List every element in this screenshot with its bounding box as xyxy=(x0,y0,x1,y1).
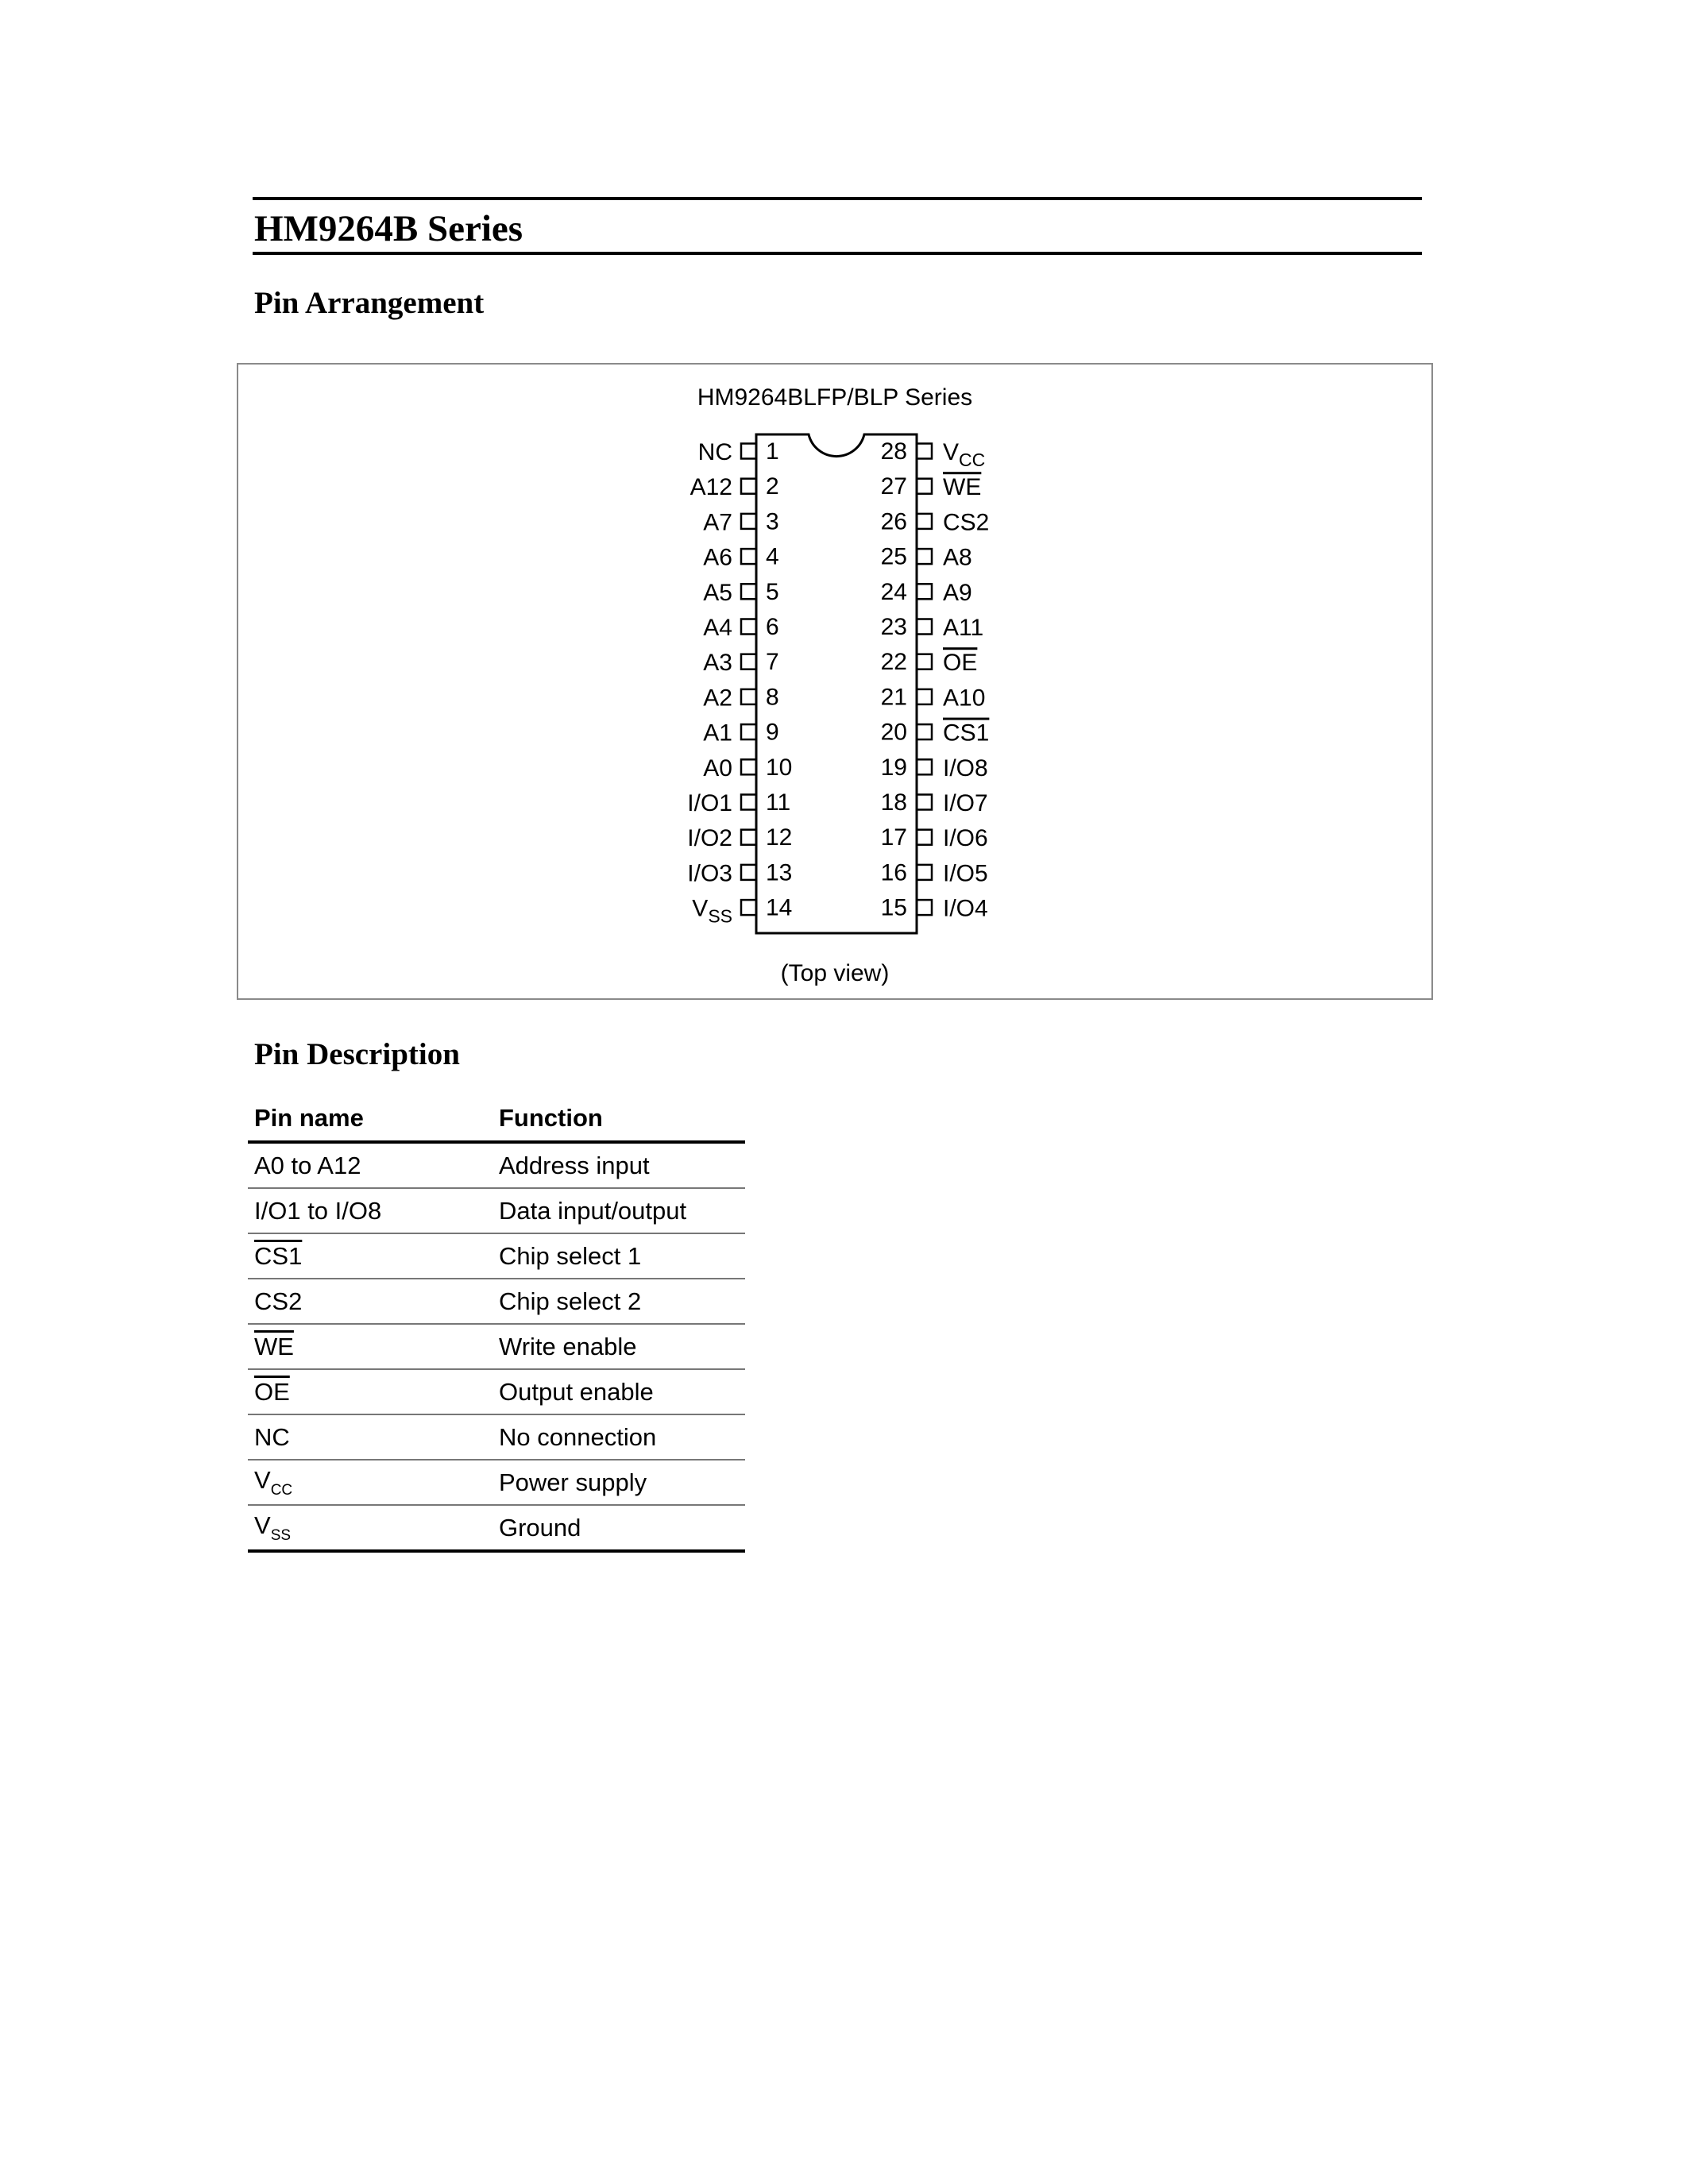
table-row xyxy=(248,1188,745,1233)
pin-28-box xyxy=(917,444,932,459)
pin-13-box xyxy=(741,865,756,880)
top-view-caption: (Top view) xyxy=(780,960,890,986)
pin-name-cell xyxy=(248,1505,492,1551)
pin-name-cell xyxy=(248,1460,492,1505)
pin-name: I/O1 to I/O8 xyxy=(254,1196,382,1225)
right-pin-number: 25 xyxy=(880,543,907,570)
pin-name: V xyxy=(254,1465,271,1494)
pin-2-box xyxy=(741,479,756,494)
right-pin-label: I/O5 xyxy=(943,860,988,887)
left-pin-label: A6 xyxy=(703,544,732,571)
pin-9-box xyxy=(741,724,756,739)
pin-6-box xyxy=(741,619,756,635)
right-pin-15 xyxy=(881,895,988,922)
table-header-row xyxy=(248,1096,745,1142)
right-pin-label: WE xyxy=(943,474,982,501)
left-pin-11 xyxy=(687,789,790,816)
left-pin-10 xyxy=(703,754,792,781)
pin-21-box xyxy=(917,689,932,704)
chip-pinout-figure xyxy=(238,365,1431,998)
pin-14-box xyxy=(741,900,756,915)
pin-name-subscript: SS xyxy=(270,1526,292,1544)
table-row xyxy=(248,1369,745,1414)
column-header-function: Function xyxy=(492,1096,745,1142)
left-pin-number: 13 xyxy=(766,859,793,886)
left-pin-number: 7 xyxy=(766,649,779,676)
pin-name: V xyxy=(254,1511,271,1539)
right-pin-label: CS1 xyxy=(943,720,990,747)
pin-22-box xyxy=(917,654,932,669)
right-pin-16 xyxy=(881,859,988,886)
pin-function: Ground xyxy=(492,1505,745,1551)
pin-function: No connection xyxy=(492,1414,745,1460)
left-pin-label: I/O1 xyxy=(687,790,732,816)
table-row xyxy=(248,1460,745,1505)
table-row xyxy=(248,1233,745,1279)
pin-10-box xyxy=(741,759,756,774)
right-pin-number: 16 xyxy=(880,859,907,886)
left-pin-number: 3 xyxy=(766,508,779,535)
right-pin-25 xyxy=(881,544,972,571)
right-pin-label: A9 xyxy=(943,579,972,606)
right-pin-label: A11 xyxy=(943,615,984,641)
header-rule-top xyxy=(253,197,1422,200)
left-pin-label: A0 xyxy=(703,754,732,781)
table-row xyxy=(248,1324,745,1369)
right-pin-label: I/O8 xyxy=(943,754,988,781)
right-pin-label: I/O4 xyxy=(943,895,988,922)
right-pin-17 xyxy=(881,824,988,851)
pin-20-box xyxy=(917,724,932,739)
column-header-pin-name: Pin name xyxy=(248,1096,492,1142)
left-pin-number: 9 xyxy=(766,719,779,746)
right-pin-number: 24 xyxy=(880,578,907,605)
left-pin-number: 14 xyxy=(766,894,793,921)
pin-arrangement-heading: Pin Arrangement xyxy=(254,286,485,320)
pin-name-subscript: CC xyxy=(270,1481,293,1499)
pin-function: Data input/output xyxy=(492,1188,745,1233)
right-pin-label: I/O6 xyxy=(943,825,988,852)
right-pin-21 xyxy=(881,684,986,711)
right-pin-label: A8 xyxy=(943,544,972,571)
right-pin-20 xyxy=(881,720,990,747)
right-pin-number: 22 xyxy=(880,649,907,676)
series-title: HM9264B Series xyxy=(254,208,523,249)
left-pin-number: 12 xyxy=(766,824,793,851)
left-pin-label: $V_{SS}$ xyxy=(692,895,732,927)
pin-name: CS2 xyxy=(254,1287,303,1315)
pin-8-box xyxy=(741,689,756,704)
left-pin-label: A5 xyxy=(703,579,732,606)
pin-function: Write enable xyxy=(492,1324,745,1369)
pin-name: $\overline{OE}$ xyxy=(254,1377,290,1406)
header-rule-bottom xyxy=(253,252,1422,255)
right-pin-18 xyxy=(881,789,988,816)
pin-27-box xyxy=(917,479,932,494)
right-pin-number: 18 xyxy=(880,789,907,816)
left-pin-label: I/O3 xyxy=(687,860,732,887)
pin-name: NC xyxy=(254,1422,290,1451)
pin-name-cell xyxy=(248,1233,492,1279)
pin-name: A0 to A12 xyxy=(254,1151,361,1179)
left-pin-number: 2 xyxy=(766,473,779,500)
pin-12-box xyxy=(741,830,756,845)
pin-1-box xyxy=(741,444,756,459)
pin-4-box xyxy=(741,549,756,564)
left-pin-12 xyxy=(687,824,792,851)
left-pin-label: A7 xyxy=(703,509,732,536)
pin-5-box xyxy=(741,584,756,599)
right-pin-number: 21 xyxy=(880,684,907,711)
right-pin-label: CS2 xyxy=(943,509,990,536)
right-pin-22 xyxy=(881,649,978,676)
pin-function: Chip select 2 xyxy=(492,1279,745,1324)
left-pin-6 xyxy=(703,614,778,641)
left-pin-3 xyxy=(703,508,778,535)
pin-function: Power supply xyxy=(492,1460,745,1505)
pin-name-cell xyxy=(248,1142,492,1188)
pin-description-table xyxy=(248,1096,745,1553)
right-pin-24 xyxy=(881,579,972,606)
left-pin-label: I/O2 xyxy=(687,825,732,852)
pin-name-cell xyxy=(248,1188,492,1233)
pin-19-box xyxy=(917,759,932,774)
pin-function: Chip select 1 xyxy=(492,1233,745,1279)
pin-name-cell xyxy=(248,1369,492,1414)
left-pin-number: 8 xyxy=(766,684,779,711)
table-row xyxy=(248,1279,745,1324)
left-pin-number: 10 xyxy=(766,754,793,781)
left-pin-number: 4 xyxy=(766,543,779,570)
pin-16-box xyxy=(917,865,932,880)
pin-7-box xyxy=(741,654,756,669)
pin-function: Output enable xyxy=(492,1369,745,1414)
pin-26-box xyxy=(917,514,932,529)
left-pin-number: 6 xyxy=(766,614,779,640)
left-pin-5 xyxy=(703,579,778,606)
pin-table-body xyxy=(248,1142,745,1551)
right-pin-number: 15 xyxy=(880,894,907,921)
left-pin-9 xyxy=(703,720,778,747)
left-pin-label: A1 xyxy=(703,720,732,747)
left-pin-number: 11 xyxy=(766,789,791,816)
right-pin-19 xyxy=(881,754,988,781)
left-pin-7 xyxy=(703,649,778,676)
pin-11-box xyxy=(741,795,756,810)
pin-name-cell xyxy=(248,1414,492,1460)
left-pin-13 xyxy=(687,859,792,886)
right-pin-label: OE xyxy=(943,650,978,677)
left-pin-label: A4 xyxy=(703,615,732,641)
right-pin-27 xyxy=(881,473,982,500)
right-pin-number: 28 xyxy=(880,438,907,465)
pin-3-box xyxy=(741,514,756,529)
right-pin-label: I/O7 xyxy=(943,790,988,816)
pin-function: Address input xyxy=(492,1142,745,1188)
left-pin-number: 1 xyxy=(766,438,779,465)
pin-15-box xyxy=(917,900,932,915)
right-pin-number: 23 xyxy=(880,614,907,640)
right-pin-23 xyxy=(881,614,984,641)
table-row xyxy=(248,1142,745,1188)
left-pin-label: A2 xyxy=(703,685,732,712)
pin-name: $\overline{WE}$ xyxy=(254,1332,294,1360)
left-pin-number: 5 xyxy=(766,578,779,605)
left-pin-14 xyxy=(692,895,792,927)
right-pin-number: 19 xyxy=(880,754,907,781)
right-pin-28 xyxy=(881,438,986,470)
left-pin-label: A3 xyxy=(703,650,732,677)
package-title: HM9264BLFP/BLP Series xyxy=(697,384,973,411)
pin-25-box xyxy=(917,549,932,564)
right-pin-number: 17 xyxy=(880,824,907,851)
pin-arrangement-diagram xyxy=(237,363,1433,1000)
pin-24-box xyxy=(917,584,932,599)
pin-17-box xyxy=(917,830,932,845)
pin-name: CS1 xyxy=(254,1241,303,1270)
right-pin-number: 26 xyxy=(880,508,907,535)
left-pin-2 xyxy=(690,473,779,500)
table-row xyxy=(248,1505,745,1551)
left-pin-label: NC xyxy=(697,439,732,465)
pin-name-cell xyxy=(248,1324,492,1369)
pins-layer xyxy=(687,438,989,927)
pin-23-box xyxy=(917,619,932,635)
left-pin-label: A12 xyxy=(689,474,732,501)
pin-name-cell xyxy=(248,1279,492,1324)
pin-18-box xyxy=(917,795,932,810)
right-pin-number: 27 xyxy=(880,473,907,500)
left-pin-4 xyxy=(703,544,778,571)
right-pin-label: A10 xyxy=(943,685,986,712)
right-pin-26 xyxy=(881,508,990,535)
left-pin-1 xyxy=(698,438,779,465)
left-pin-8 xyxy=(703,684,778,711)
table-row xyxy=(248,1414,745,1460)
right-pin-label: $V_{CC}$ xyxy=(943,439,986,470)
right-pin-number: 20 xyxy=(880,719,907,746)
pin-description-heading: Pin Description xyxy=(254,1037,460,1071)
